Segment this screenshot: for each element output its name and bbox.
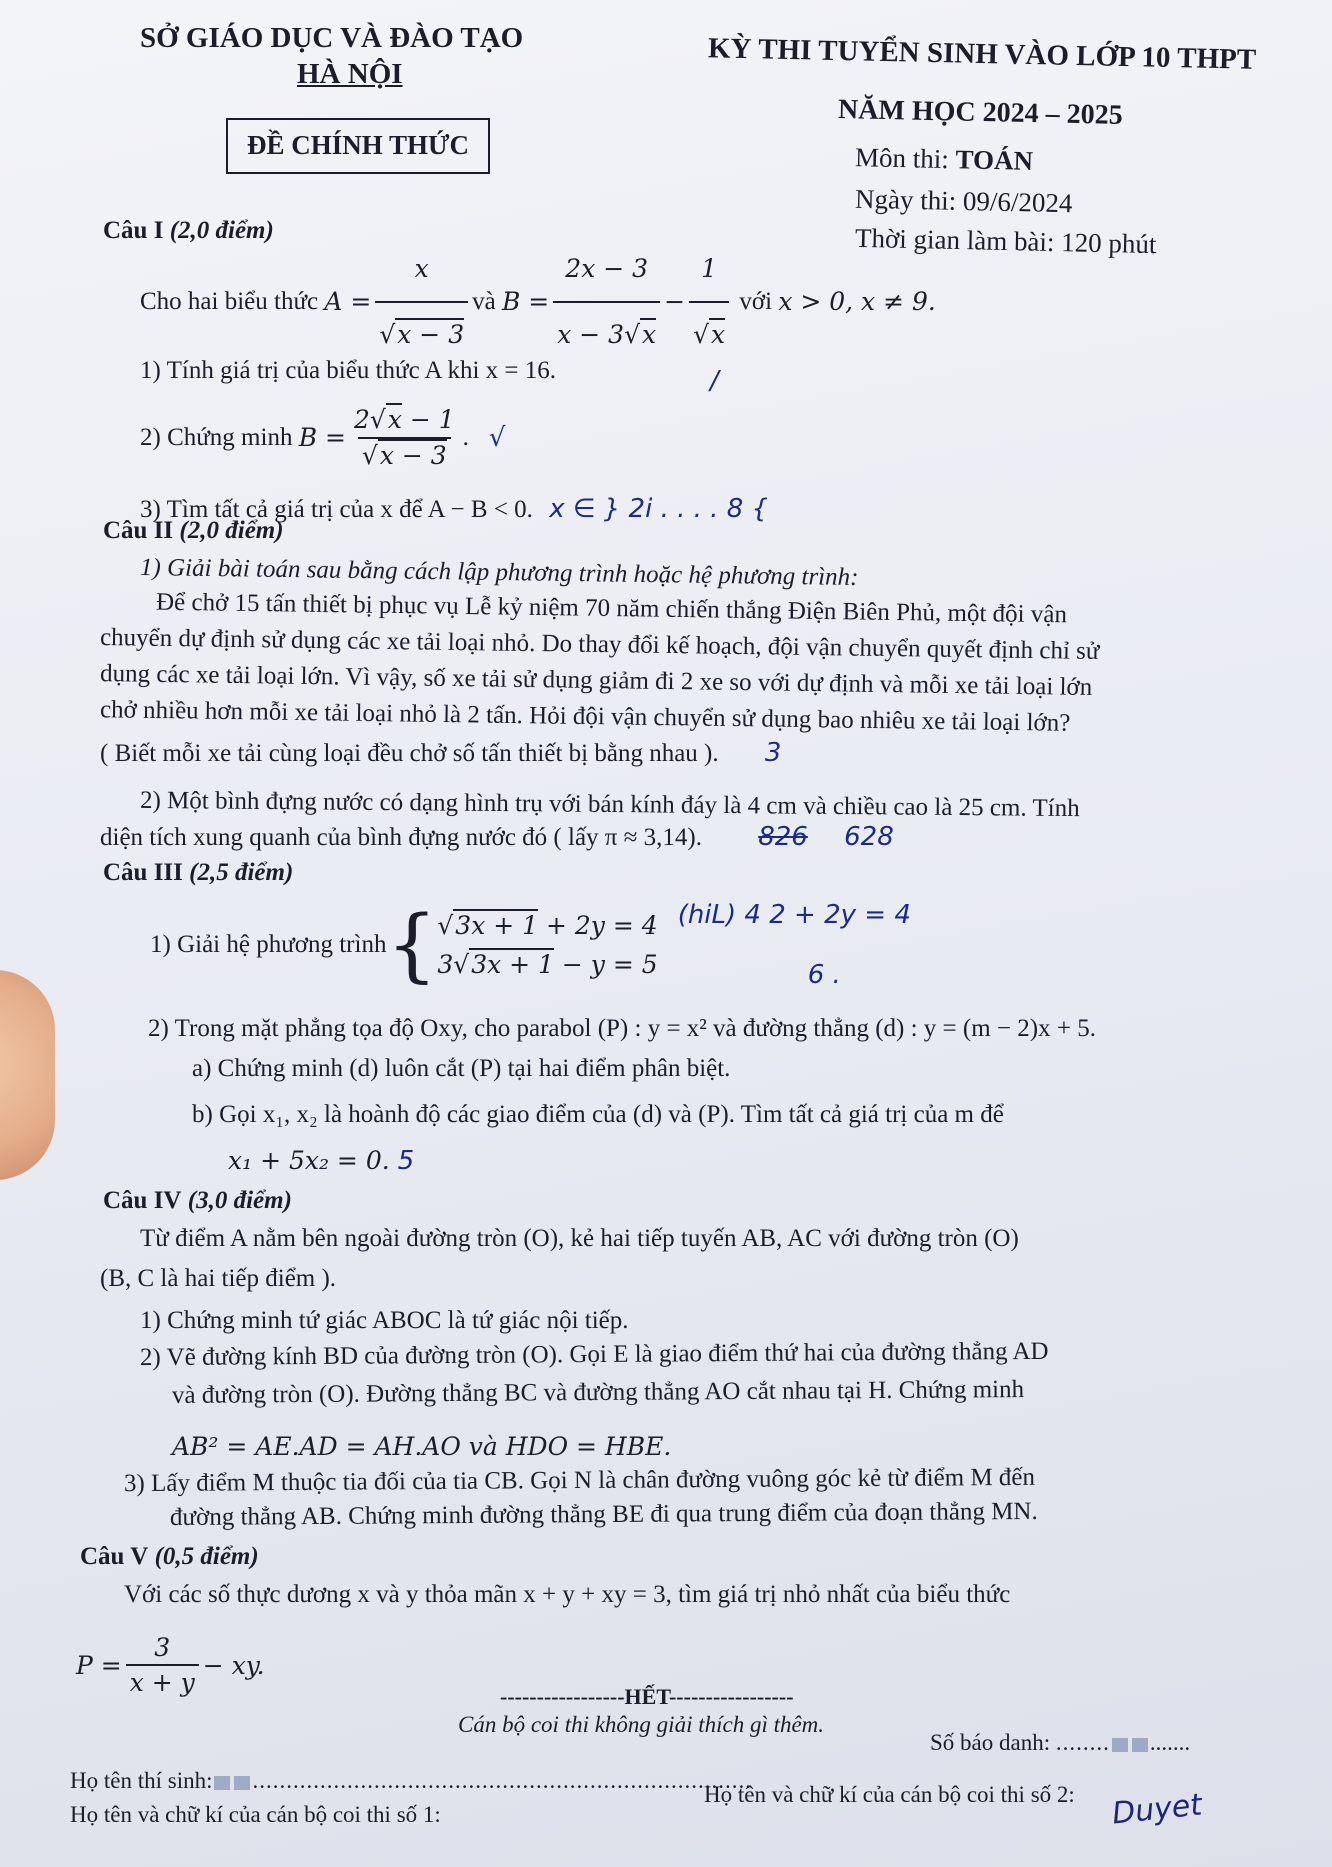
A-fraction [375,239,468,365]
finger-photo-artifact [0,970,55,1180]
q5-heading [80,1542,259,1572]
P-num: 3 [154,1633,171,1662]
q2-points: (2,0 điểm) [179,517,284,544]
q3-heading-label: Câu III [103,859,183,886]
candidate-name: Họ tên thí sinh: .......................................................................... [70,1768,752,1793]
p2-dot: . [462,424,469,451]
q2-p2-line1: 2) Một bình đựng nước có dạng hình trụ với bán kính đáy là 4 cm và chiều cao là 25 cm. Tính [139,786,1080,823]
redacted-name [214,1776,230,1790]
supervisor-signature: Duyet [1110,1787,1204,1832]
cond-word: với [739,288,773,315]
candidate-id: Số báo danh: ........ ....... [930,1730,1191,1755]
q3-p1-pre: 1) Giải hệ phương trình [150,931,387,958]
q5-line1: Với các số thực dương x và y thỏa mãn x + y + xy = 3, tìm giá trị nhỏ nhất của biểu thức [124,1581,1011,1608]
B-den-rad: x [642,320,657,349]
supervisor-1: Họ tên và chữ kí của cán bộ coi thi số 1: [70,1802,441,1827]
A-den: √x − 3 [375,301,468,365]
q2-p1-line2: chuyển dự định sử dụng các xe tải loại nhỏ. Do thay đổi kế hoạch, đội vận chuyển quyết định chỉ sử [99,624,1100,665]
exam-date: Ngày thi: 09/6/2024 [854,183,1073,219]
q4-part1: 1) Chứng minh tứ giác ABOC là tứ giác nội tiếp. [140,1307,629,1334]
eq2-pre: 3 [437,950,454,979]
B-den: x − 3√x [553,301,660,365]
q3-heading [103,858,293,888]
q2-p2-line2 [100,822,894,853]
q1-intro: Cho hai biểu thức [140,288,319,315]
q1-p2-pre: 2) Chứng minh [140,424,293,451]
B-fraction2 [689,239,729,365]
B2-den: √x [689,301,729,365]
A-num: x [414,254,429,283]
equation-2: 3√3x + 1 − y = 5 [437,950,658,979]
q3-part2a: a) Chứng minh (d) luôn cắt (P) tại hai điểm phân biệt. [192,1055,731,1082]
p2-num-pre: 2 [353,405,370,434]
q5-points: (0,5 điểm) [154,1543,259,1570]
q4-intro-line1: Từ điểm A nằm bên ngoài đường tròn (O), kẻ hai tiếp tuyến AB, AC với đường tròn (O) [140,1225,1019,1252]
p2-num-post: − 1 [401,405,455,434]
q3-points: (2,5 điểm) [189,859,294,886]
p2-fraction [350,405,459,471]
supervisor-2: Họ tên và chữ kí của cán bộ coi thi số 2: [704,1782,1075,1807]
official-box: ĐỀ CHÍNH THỨC [226,118,490,174]
B2-den-rad: x [711,320,726,349]
q3-part1 [150,890,911,1000]
A-lhs: A = [324,287,372,316]
P-lhs: P = [76,1650,122,1680]
p2-den: √x − 3 [358,437,451,471]
subject-value: TOÁN [955,144,1034,176]
redacted-id-2 [1132,1738,1148,1752]
handwritten-crossed-answer: 826 [758,822,808,852]
q2-heading [103,516,284,546]
q2-p1-line3: dụng các xe tải loại lớn. Vì vậy, số xe tải sử dụng giảm đi 2 xe so với dự định và mỗi xe tải loại lớn [99,660,1093,701]
q3-part2b-line2 [228,1146,414,1176]
dept-name: SỞ GIÁO DỤC VÀ ĐÀO TẠO [140,22,524,54]
B2-num: 1 [701,254,718,283]
city-name: HÀ NỘI [297,58,403,90]
q1-heading [103,216,274,246]
system-handwriting [678,900,911,990]
eq2-rad: 3x + 1 [471,950,554,979]
eq2-post: − y = 5 [553,950,658,979]
B-den-pre: x − 3 [557,320,625,349]
q1-condition: x > 0, x ≠ 9. [778,287,936,316]
q1-expressions [140,254,936,349]
p2-lhs: B = [298,423,346,452]
A-den-rad: x − 3 [397,320,465,349]
q3-p2b-eq: x₁ + 5x₂ = 0. [228,1146,390,1175]
q2-p1-line4: chở nhiều hơn mỗi xe tải loại nhỏ là 2 tấn. Hỏi đội vận chuyển sử dụng bao nhiêu xe tải loại lớn? [99,696,1071,737]
q1-and: và [472,288,496,315]
eq1-rad: 3x + 1 [455,911,539,940]
B-num: 2x − 3 [565,254,649,283]
eq1-post: + 2y = 4 [538,911,658,940]
school-year: NĂM HỌC 2024 – 2025 [837,94,1123,131]
q4-part2-line1: 2) Vẽ đường kính BD của đường tròn (O). Gọi E là giao điểm thứ hai của đường thẳng AD [139,1337,1049,1372]
q5-formula [76,1620,265,1710]
handwritten-check-2: √ [488,423,506,453]
B-lhs: B = [501,287,550,316]
q4-heading [103,1186,292,1216]
redacted-name-2 [234,1776,250,1790]
subject-line [855,142,1034,177]
q1-points: (2,0 điểm) [169,217,274,244]
q4-part3-line2: đường thẳng AB. Chứng minh đường thẳng BE đi qua trung điểm của đoạn thẳng MN. [169,1497,1038,1532]
redacted-id [1112,1738,1128,1752]
q4-heading-label: Câu IV [103,1187,182,1214]
q2-p1-line5-text: ( Biết mỗi xe tải cùng loại đều chở số tấn thiết bị bằng nhau ). [100,740,719,767]
q1-part2 [140,398,506,478]
q4-part2-line2: và đường tròn (O). Đường thẳng BC và đường thẳng AO cắt nhau tại H. Chứng minh [171,1376,1025,1409]
handwritten-answer-cylinder: 628 [844,822,894,852]
p2-num-rad: x [387,405,402,434]
handwritten-answer-truck: 3 [764,738,782,768]
P-den: x + y [126,1664,199,1697]
exam-title: KỲ THI TUYỂN SINH VÀO LỚP 10 THPT [707,32,1257,76]
system-equations [437,911,657,979]
p2-num: 2√x − 1 [353,405,455,434]
q3-part2b-line1: b) Gọi x₁, x₂ là hoành độ các giao điểm của (d) và (P). Tìm tất cả giá trị của m để [192,1101,1004,1128]
q3-part2: 2) Trong mặt phẳng tọa độ Oxy, cho parabol (P) : y = x² và đường thẳng (d) : y = (m − 2)x + 5. [148,1015,1096,1042]
q2-p2-line2-text: diện tích xung quanh của bình đựng nước đó ( lấy π ≈ 3,14). [100,824,702,851]
q4-part3-line1: 3) Lấy điểm M thuộc tia đối của tia CB. Gọi N là chân đường vuông góc kẻ từ điểm M đến [123,1463,1036,1498]
equation-1: √3x + 1 + 2y = 4 [437,911,658,940]
handwritten-annotation-3: x ∈ } 2i . . . . 8 { [549,494,769,524]
q4-part2-line3: AB² = AE.AD = AH.AO và HDO = HBE. [172,1432,672,1461]
q2-part1-title: 1) Giải bài toán sau bằng cách lập phương trình hoặc hệ phương trình: [139,553,859,592]
candidate-name-label: Họ tên thí sinh: [70,1768,213,1793]
no-explanation-note: Cán bộ coi thi không giải thích gì thêm. [458,1712,825,1737]
q2-p1-line5 [100,738,781,769]
subject-label: Môn thi: [854,142,950,175]
q4-intro-line2: (B, C là hai tiếp điểm ). [100,1265,337,1292]
q2-heading-label: Câu II [103,517,174,544]
q4-points: (3,0 điểm) [187,1187,292,1214]
handwritten-system-1: (hiL) 4 2 + 2y = 4 [677,900,911,930]
q5-heading-label: Câu V [80,1543,149,1570]
q1-p3-text: 3) Tìm tất cả giá trị của x để A − B < 0. [140,496,533,523]
P-fraction [126,1633,199,1697]
handwritten-system-2: 6 . [807,960,841,990]
B-minus: − [664,287,686,316]
q2-p1-line1: Để chở 15 tấn thiết bị phục vụ Lễ kỷ niệm 70 năm chiến thắng Điện Biên Phủ, một đội vận [155,588,1068,629]
end-marker: -----------------HẾT----------------- [500,1684,794,1709]
handwritten-answer-b: 5 [397,1146,415,1176]
p2-den-rad: x − 3 [379,441,447,470]
B-fraction1 [553,239,660,365]
system-brace: { [386,898,438,991]
q1-heading-label: Câu I [103,217,164,244]
handwritten-check-1: / [710,366,719,396]
P-post: − xy. [202,1650,265,1680]
candidate-id-label: Số báo danh: [930,1730,1051,1755]
exam-duration: Thời gian làm bài: 120 phút [854,222,1157,260]
q1-part1: 1) Tính giá trị của biểu thức A khi x = 16. [140,357,557,384]
